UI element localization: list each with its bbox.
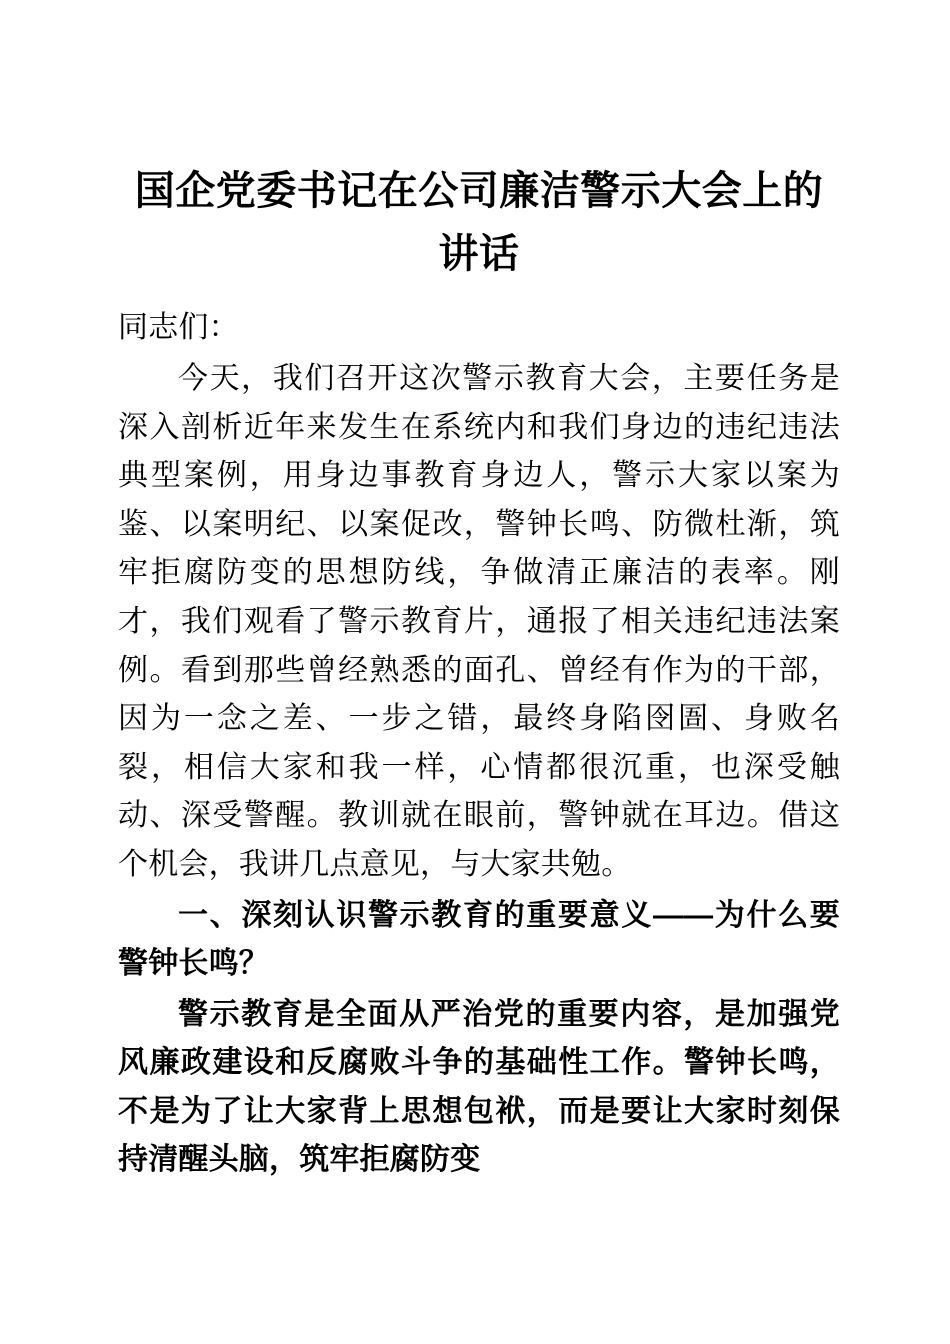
salutation: 同志们： (118, 311, 239, 345)
paragraph-opening: 今天，我们召开这次警示教育大会，主要任务是深入剖析近年来发生在系统内和我们身边的违纪违法典型案例，用身边事教育身边人，警示大家以案为鉴、以案明纪、以案促改，警钟长鸣、防微杜渐，筑牢拒腐防变的思想防线，争做清正廉洁的表率。刚才，我们观看了警示教育片，通报了相关违纪违法案例。看到那些曾经熟悉的面孔、曾经有作为的干部，因为一念之差、一步之错，最终身陷囹圄、身败名裂，相信大家和我一样，心情都很沉重，也深受触动、深受警醒。教训就在眼前，警钟就在耳边。借这个机会，我讲几点意见，与大家共勉。 (118, 361, 840, 881)
paragraph-section-one-body: 警示教育是全面从严治党的重要内容，是加强党风廉政建设和反腐败斗争的基础性工作。警钟长鸣，不是为了让大家背上思想包袱，而是要让大家时刻保持清醒头脑，筑牢拒腐防变 (118, 997, 840, 1177)
page-title: 国企党委书记在公司廉洁警示大会上的讲话 (134, 169, 824, 277)
paragraph-section-one-heading: 一、深刻认识警示教育的重要意义——为什么要警钟长鸣？ (118, 898, 840, 981)
